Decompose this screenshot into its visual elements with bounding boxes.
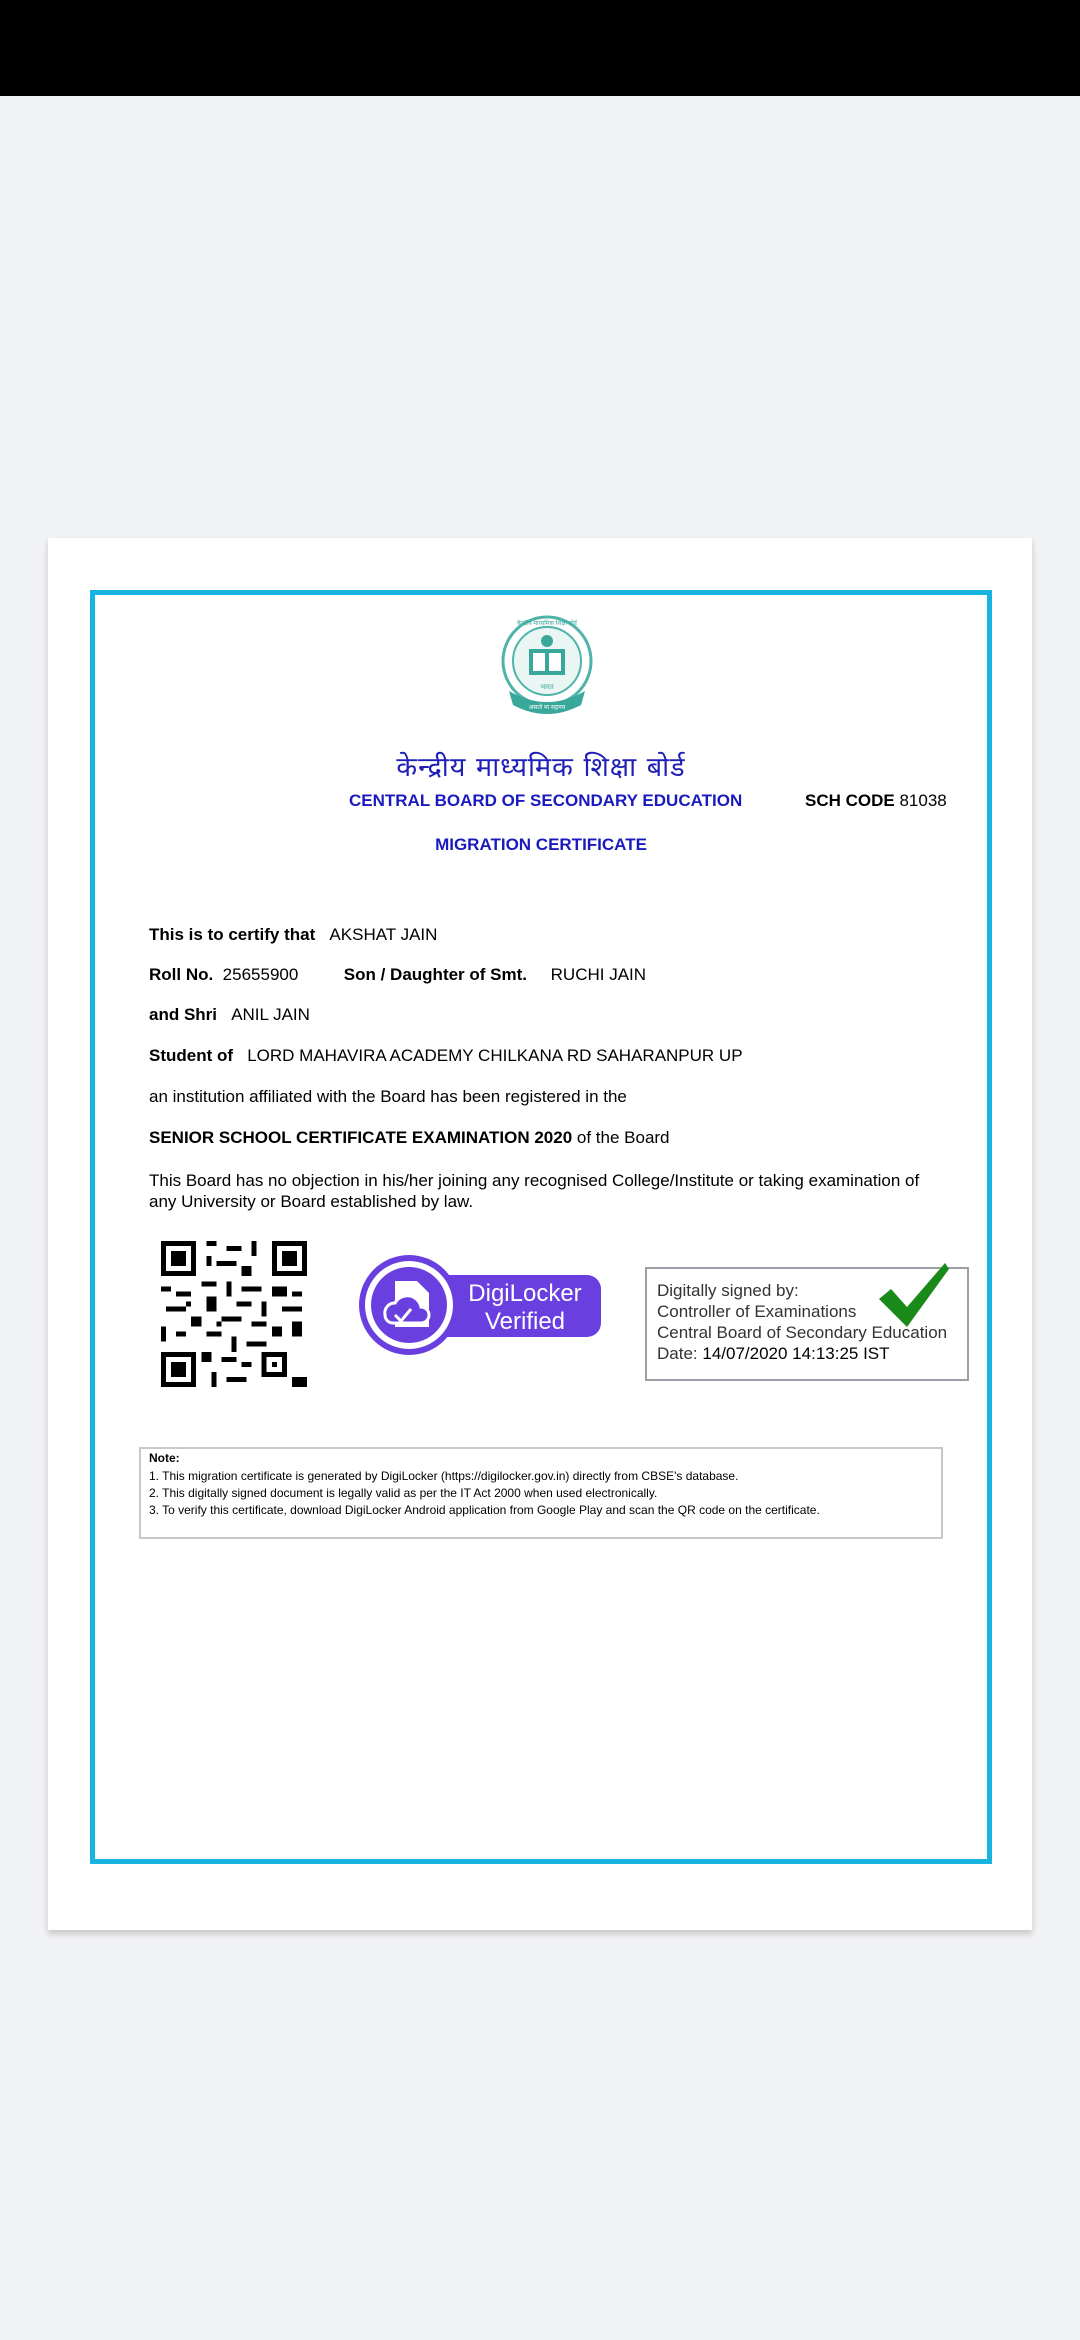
digilocker-label: DigiLocker [468, 1280, 582, 1307]
checkmark-icon [877, 1259, 951, 1333]
board-english-title: CENTRAL BOARD OF SECONDARY EDUCATION [349, 791, 743, 810]
note-item: 3. To verify this certificate, download DigiLocker Android application from Google Play and scan the QR code on the certificate. [149, 1503, 820, 1517]
objection-text: This Board has no objection in his/her joining any recognised College/Institute or taking examination of any University or Board established by law. [149, 1171, 920, 1211]
mother-label: Son / Daughter of Smt. [343, 965, 528, 984]
cbse-emblem-icon [497, 613, 597, 723]
emblem-text: केन्द्रीय माध्यमिक शिक्षा बोर्ड [517, 621, 577, 627]
school-name: LORD MAHAVIRA ACADEMY CHILKANA RD SAHARANPUR UP [247, 1046, 743, 1065]
board-hindi-title: केन्द्रीय माध्यमिक शिक्षा बोर्ड [396, 752, 686, 783]
emblem-bharat: भारत [540, 684, 554, 691]
signer-org: Central Board of Secondary Education [657, 1323, 948, 1342]
roll-line [149, 965, 646, 985]
note-box [139, 1447, 943, 1539]
roll-value: 25655900 [222, 965, 299, 984]
student-of-line [149, 1046, 743, 1066]
digital-signature-box [645, 1267, 969, 1381]
date-value: 14/07/2020 14:13:25 IST [702, 1344, 890, 1363]
school-code [805, 791, 947, 811]
signer-title: Controller of Examinations [657, 1302, 857, 1321]
verified-label: Verified [484, 1308, 566, 1335]
mother-name: RUCHI JAIN [550, 965, 647, 984]
affiliation-text: an institution affiliated with the Board has been registered in the [149, 1087, 627, 1106]
roll-label: Roll No. [149, 965, 214, 984]
father-label: and Shri [149, 1005, 218, 1024]
sch-code-value: 81038 [899, 791, 947, 810]
certificate-border [90, 590, 992, 1864]
certificate-title: MIGRATION CERTIFICATE [435, 835, 647, 854]
sign-date [657, 1344, 890, 1364]
father-line [149, 1005, 310, 1025]
note-item: 2. This digitally signed document is legally valid as per the IT Act 2000 when used electronically. [149, 1486, 658, 1500]
qr-code-icon [161, 1241, 307, 1387]
date-label: Date: [657, 1344, 698, 1363]
exam-name: SENIOR SCHOOL CERTIFICATE EXAMINATION 2020 [149, 1128, 573, 1147]
note-item: 1. This migration certificate is generated by DigiLocker (https://digilocker.gov.in) directly from CBSE's database. [149, 1469, 739, 1483]
father-name: ANIL JAIN [231, 1005, 310, 1024]
exam-suffix: of the Board [572, 1128, 670, 1147]
certify-label: This is to certify that [149, 925, 316, 944]
status-bar [0, 0, 1080, 96]
exam-line [149, 1128, 670, 1148]
student-name: AKSHAT JAIN [329, 925, 438, 944]
note-heading: Note: [149, 1451, 180, 1465]
sch-code-label: SCH CODE [805, 791, 895, 810]
emblem-motto: असतो मा सद्गमय [528, 705, 566, 711]
signed-by-label: Digitally signed by: [657, 1281, 799, 1300]
certify-line [149, 925, 437, 945]
digilocker-verified-badge [355, 1251, 605, 1359]
student-of-label: Student of [149, 1046, 234, 1065]
certificate-page [48, 538, 1032, 1930]
